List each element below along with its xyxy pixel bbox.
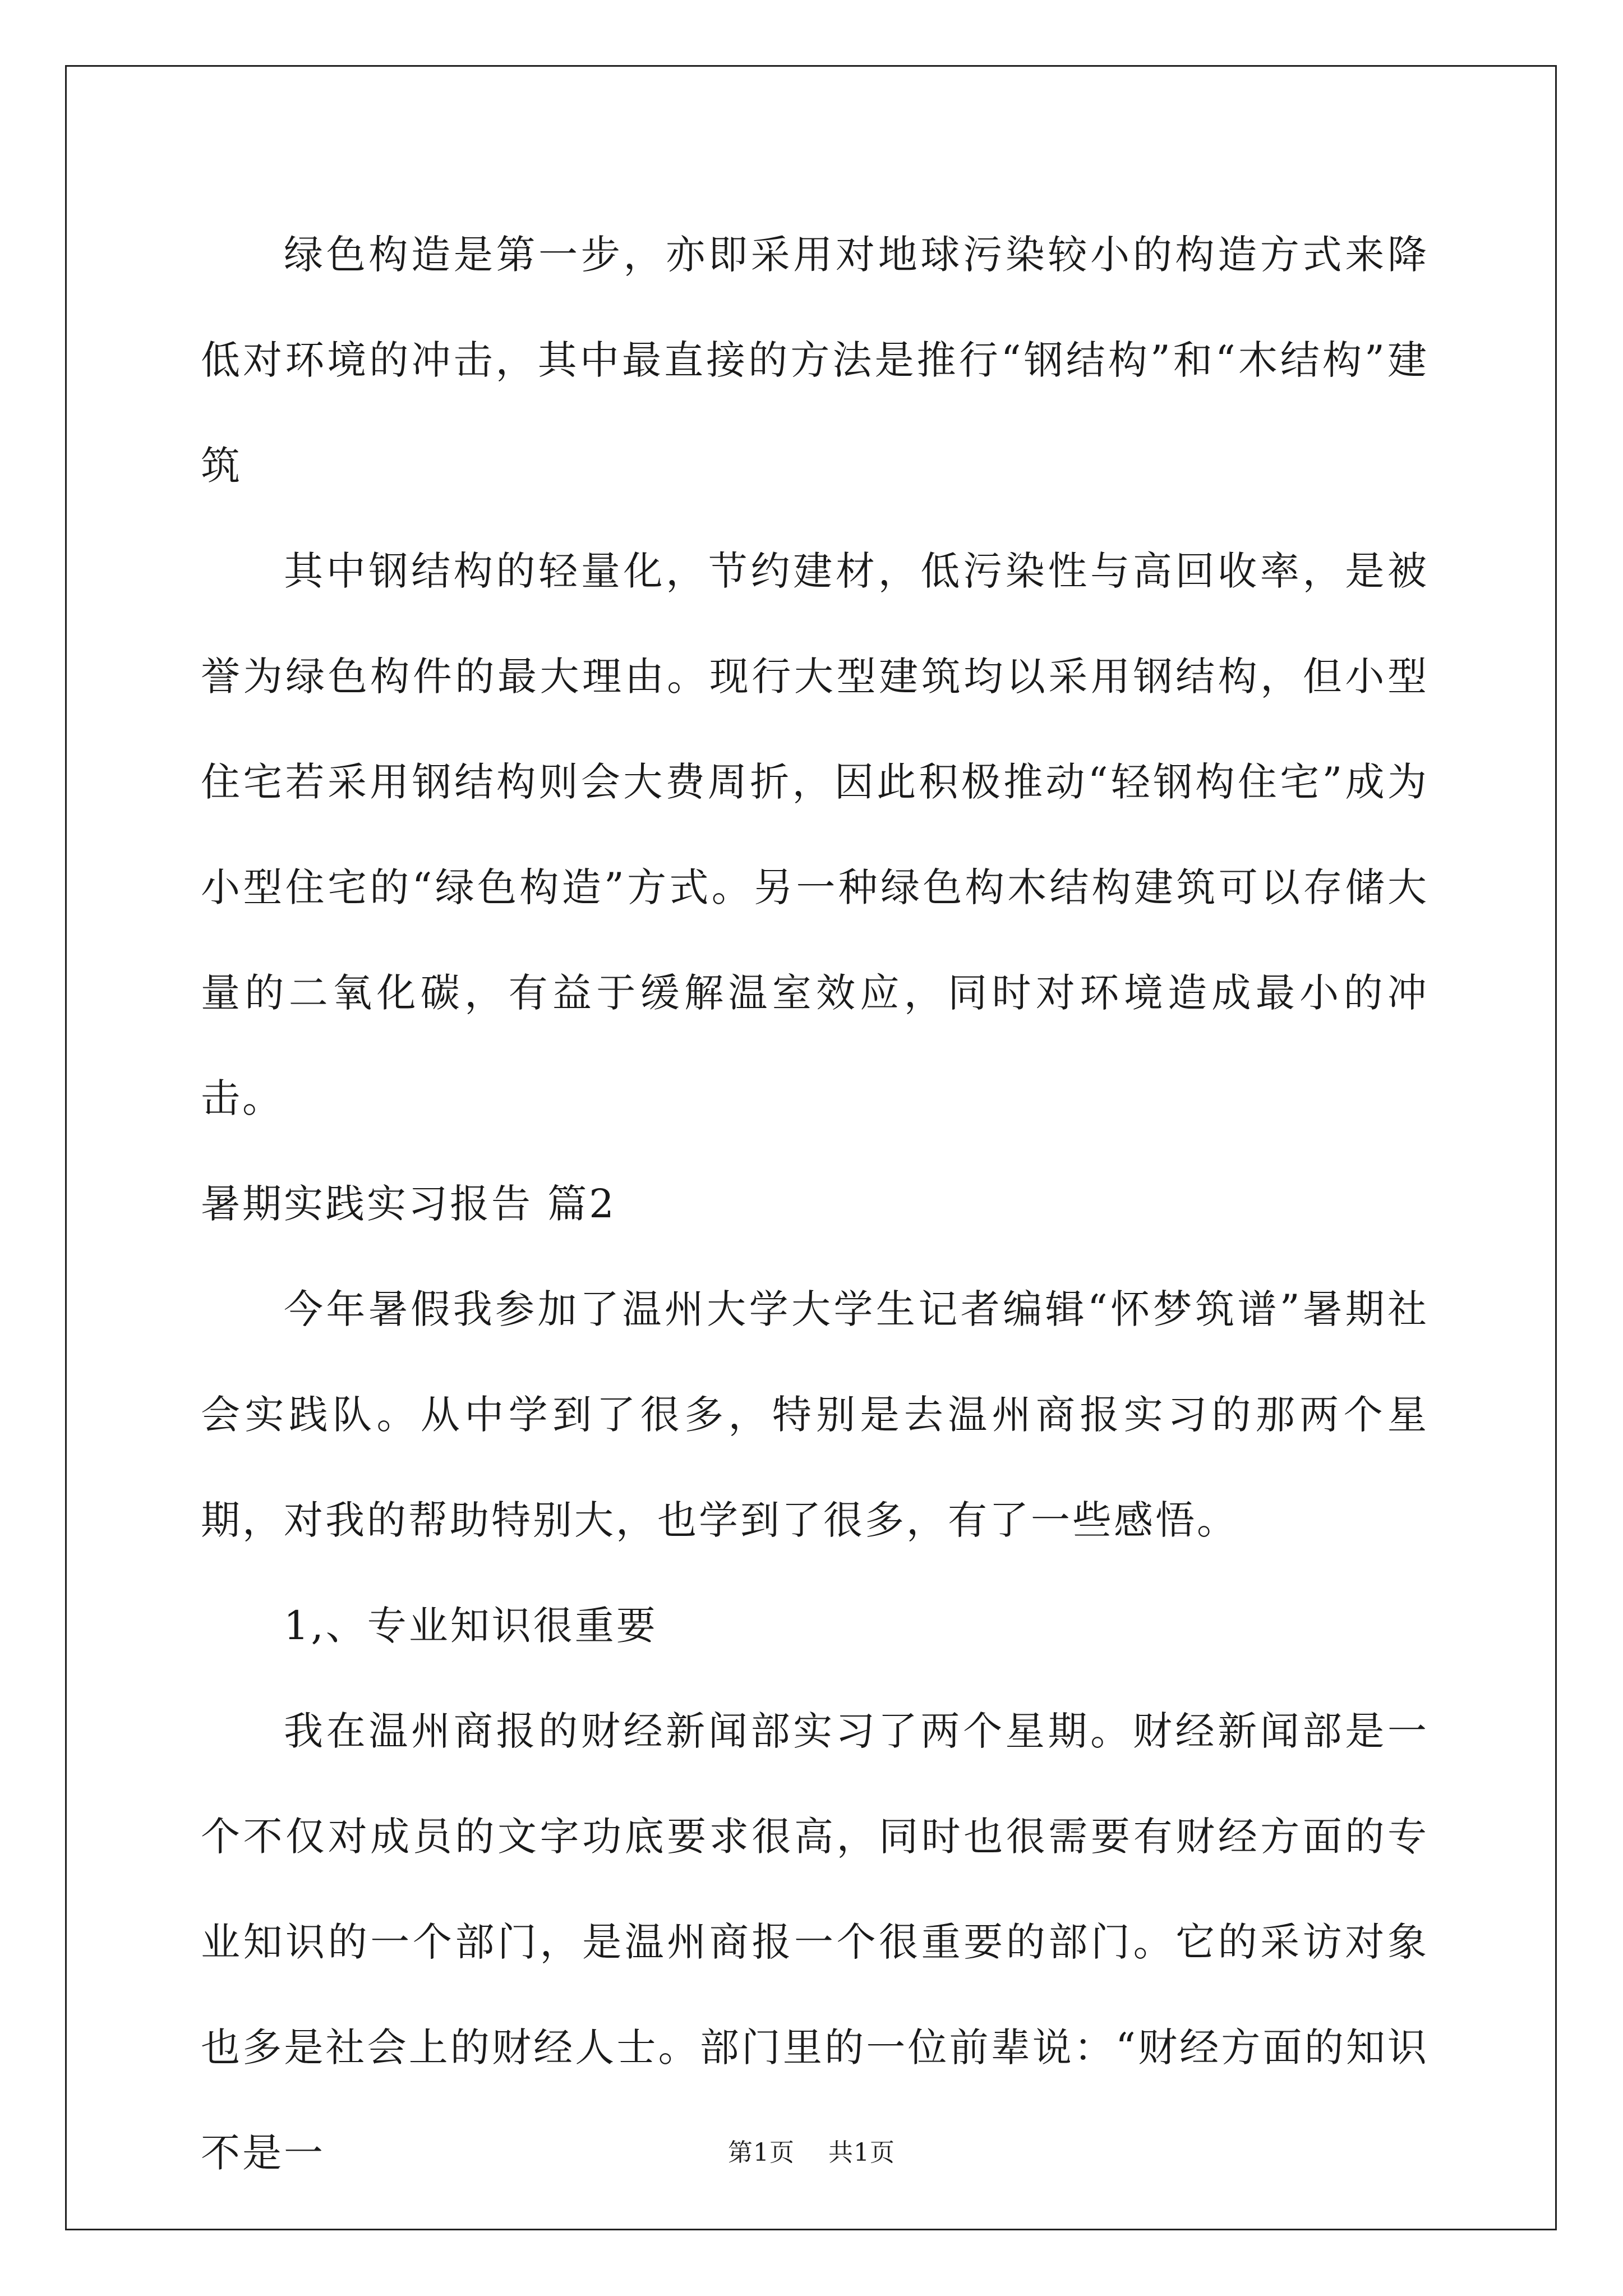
paragraph-subheading: 1,、专业知识很重要 <box>284 1603 658 1649</box>
paragraph-steel-structure: 其中钢结构的轻量化，节约建材，低污染性与高回收率，是被誉为绿色构件的最大理由。现行大型建筑均以采用钢结构，但小型住宅若采用钢结构则会大费周折，因此积极推动“轻钢构住宅”成为小型住宅的“绿色构造”方式。另一种绿色构木结构建筑可以存储大量的二氧化碳，有益于缓解温室效应，同时对环境造成最小的冲击。 <box>201 548 1429 1121</box>
document-body <box>201 202 1429 2206</box>
paragraph-green-construction: 绿色构造是第一步，亦即采用对地球污染较小的构造方式来降低对环境的冲击，其中最直接的方法是推行“钢结构”和“木结构”建筑 <box>201 232 1429 489</box>
paragraph-internship: 我在温州商报的财经新闻部实习了两个星期。财经新闻部是一个不仅对成员的文字功底要求很高，同时也很需要有财经方面的专业知识的一个部门，是温州商报一个很重要的部门。它的采访对象也多是社会上的财经人士。部门里的一位前辈说：“财经方面的知识不是一 <box>201 1708 1429 2176</box>
page-footer <box>0 2136 1623 2170</box>
paragraph-summer-practice: 今年暑假我参加了温州大学大学生记者编辑“怀梦筑谱”暑期社会实践队。从中学到了很多，特别是去温州商报实习的那两个星期，对我的帮助特别大，也学到了很多，有了一些感悟。 <box>201 1286 1429 1543</box>
page-number: 第1页 <box>728 2138 795 2167</box>
page-total: 共1页 <box>828 2138 895 2167</box>
section-heading: 暑期实践实习报告 篇2 <box>201 1181 616 1227</box>
